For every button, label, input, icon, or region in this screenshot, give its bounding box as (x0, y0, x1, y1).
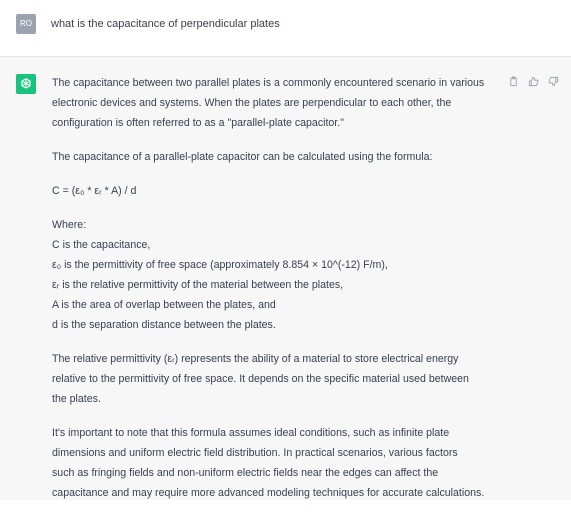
text-line: It's important to note that this formula assumes ideal conditions, such as infinite plate (52, 427, 450, 439)
user-avatar: RO (16, 14, 36, 34)
paragraph-formula-intro: The capacitance of a parallel-plate capacitor can be calculated using the formula: (52, 151, 433, 163)
assistant-message-row (0, 57, 571, 500)
text-line: εᵣ is the relative permittivity of the material between the plates, (52, 279, 344, 291)
paragraph-note (52, 423, 500, 503)
text-line: The capacitance between two parallel plates is a commonly encountered scenario in various (52, 77, 485, 89)
thumbs-up-icon[interactable] (527, 74, 539, 88)
paragraph-intro (52, 73, 500, 133)
text-line: such as fringing fields and non-uniform electric fields near the edges can affect the (52, 467, 439, 479)
text-line: electronic devices and systems. When the plates are perpendicular to each other, the (52, 97, 452, 109)
message-actions (507, 74, 559, 88)
user-message-text: what is the capacitance of perpendicular plates (51, 18, 280, 30)
paragraph-relative-permittivity (52, 349, 500, 409)
text-line: configuration is often referred to as a "parallel-plate capacitor." (52, 117, 344, 129)
text-line: d is the separation distance between the plates. (52, 319, 276, 331)
text-line: A is the area of overlap between the plates, and (52, 299, 276, 311)
clipboard-icon[interactable] (507, 74, 519, 88)
text-line: capacitance and may require more advanced modeling techniques for accurate calculations. (52, 487, 485, 499)
assistant-message-content (52, 73, 500, 517)
text-line: ε₀ is the permittivity of free space (approximately 8.854 × 10^(-12) F/m), (52, 259, 388, 271)
text-line: relative to the permittivity of free space. It depends on the specific material used between (52, 373, 469, 385)
text-line: The relative permittivity (εᵣ) represents the ability of a material to store electrical energy (52, 353, 459, 365)
text-line: Where: (52, 219, 87, 231)
formula: C = (ε₀ * εᵣ * A) / d (52, 185, 137, 197)
thumbs-down-icon[interactable] (547, 74, 559, 88)
user-message-row (0, 0, 571, 57)
openai-logo-icon (16, 74, 36, 94)
text-line: C is the capacitance, (52, 239, 151, 251)
paragraph-where (52, 215, 500, 335)
text-line: dimensions and uniform electric field distribution. In practical scenarios, various factors (52, 447, 458, 459)
text-line: the plates. (52, 393, 101, 405)
